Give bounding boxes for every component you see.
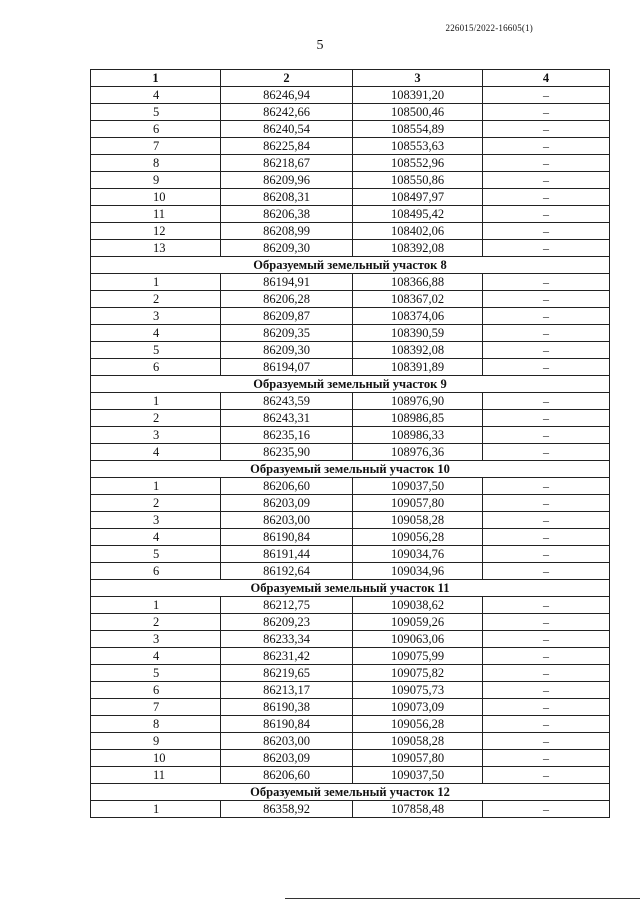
x-coordinate-cell: 86233,34	[221, 631, 353, 648]
point-number-cell: 3	[91, 512, 221, 529]
x-coordinate-cell: 86194,91	[221, 274, 353, 291]
table-row	[91, 529, 610, 546]
x-coordinate-cell: 86194,07	[221, 359, 353, 376]
table-row	[91, 801, 610, 818]
point-number-cell: 5	[91, 342, 221, 359]
column-4-cell: –	[483, 138, 610, 155]
x-coordinate-cell: 86190,84	[221, 529, 353, 546]
column-4-cell: –	[483, 614, 610, 631]
table-row	[91, 631, 610, 648]
table-row	[91, 342, 610, 359]
y-coordinate-cell: 108495,42	[353, 206, 483, 223]
x-coordinate-cell: 86206,38	[221, 206, 353, 223]
point-number-cell: 6	[91, 563, 221, 580]
x-coordinate-cell: 86246,94	[221, 87, 353, 104]
table-row	[91, 648, 610, 665]
y-coordinate-cell: 109037,50	[353, 478, 483, 495]
point-number-cell: 4	[91, 325, 221, 342]
y-coordinate-cell: 109075,73	[353, 682, 483, 699]
point-number-cell: 9	[91, 172, 221, 189]
x-coordinate-cell: 86209,87	[221, 308, 353, 325]
point-number-cell: 11	[91, 206, 221, 223]
table-row	[91, 138, 610, 155]
column-4-cell: –	[483, 665, 610, 682]
point-number-cell: 1	[91, 801, 221, 818]
x-coordinate-cell: 86206,28	[221, 291, 353, 308]
y-coordinate-cell: 108391,89	[353, 359, 483, 376]
y-coordinate-cell: 109075,82	[353, 665, 483, 682]
section-heading: Образуемый земельный участок 12	[91, 784, 610, 801]
column-4-cell: –	[483, 495, 610, 512]
section-heading-row	[91, 784, 610, 801]
table-row	[91, 104, 610, 121]
y-coordinate-cell: 108402,06	[353, 223, 483, 240]
table-row	[91, 325, 610, 342]
point-number-cell: 4	[91, 648, 221, 665]
point-number-cell: 1	[91, 393, 221, 410]
column-4-cell: –	[483, 682, 610, 699]
x-coordinate-cell: 86203,09	[221, 495, 353, 512]
y-coordinate-cell: 108552,96	[353, 155, 483, 172]
point-number-cell: 3	[91, 308, 221, 325]
x-coordinate-cell: 86191,44	[221, 546, 353, 563]
table-row	[91, 478, 610, 495]
y-coordinate-cell: 109034,96	[353, 563, 483, 580]
column-4-cell: –	[483, 240, 610, 257]
y-coordinate-cell: 108986,85	[353, 410, 483, 427]
y-coordinate-cell: 108986,33	[353, 427, 483, 444]
point-number-cell: 6	[91, 359, 221, 376]
x-coordinate-cell: 86243,31	[221, 410, 353, 427]
point-number-cell: 11	[91, 767, 221, 784]
x-coordinate-cell: 86235,16	[221, 427, 353, 444]
y-coordinate-cell: 109056,28	[353, 529, 483, 546]
y-coordinate-cell: 108500,46	[353, 104, 483, 121]
y-coordinate-cell: 109075,99	[353, 648, 483, 665]
point-number-cell: 3	[91, 631, 221, 648]
column-4-cell: –	[483, 427, 610, 444]
y-coordinate-cell: 108554,89	[353, 121, 483, 138]
y-coordinate-cell: 108392,08	[353, 240, 483, 257]
point-number-cell: 5	[91, 104, 221, 121]
x-coordinate-cell: 86231,42	[221, 648, 353, 665]
table-header-row	[91, 70, 610, 87]
column-4-cell: –	[483, 529, 610, 546]
column-4-cell: –	[483, 699, 610, 716]
y-coordinate-cell: 109058,28	[353, 512, 483, 529]
x-coordinate-cell: 86209,96	[221, 172, 353, 189]
y-coordinate-cell: 108391,20	[353, 87, 483, 104]
section-heading: Образуемый земельный участок 8	[91, 257, 610, 274]
column-4-cell: –	[483, 393, 610, 410]
x-coordinate-cell: 86242,66	[221, 104, 353, 121]
column-4-cell: –	[483, 512, 610, 529]
column-4-cell: –	[483, 546, 610, 563]
column-4-cell: –	[483, 801, 610, 818]
x-coordinate-cell: 86192,64	[221, 563, 353, 580]
y-coordinate-cell: 108976,36	[353, 444, 483, 461]
table-row	[91, 393, 610, 410]
column-4-cell: –	[483, 104, 610, 121]
column-4-cell: –	[483, 172, 610, 189]
column-4-cell: –	[483, 750, 610, 767]
table-row	[91, 512, 610, 529]
x-coordinate-cell: 86209,23	[221, 614, 353, 631]
point-number-cell: 8	[91, 716, 221, 733]
table-body	[91, 87, 610, 818]
y-coordinate-cell: 108550,86	[353, 172, 483, 189]
y-coordinate-cell: 107858,48	[353, 801, 483, 818]
point-number-cell: 5	[91, 546, 221, 563]
column-4-cell: –	[483, 648, 610, 665]
y-coordinate-cell: 108553,63	[353, 138, 483, 155]
column-4-cell: –	[483, 597, 610, 614]
section-heading-row	[91, 580, 610, 597]
point-number-cell: 1	[91, 274, 221, 291]
column-4-cell: –	[483, 121, 610, 138]
table-row	[91, 546, 610, 563]
column-4-cell: –	[483, 155, 610, 172]
table-row	[91, 206, 610, 223]
column-4-cell: –	[483, 563, 610, 580]
table-row	[91, 614, 610, 631]
column-header-4: 4	[483, 70, 610, 87]
page-number: 5	[316, 38, 324, 53]
table-row	[91, 121, 610, 138]
table-row	[91, 87, 610, 104]
x-coordinate-cell: 86206,60	[221, 478, 353, 495]
point-number-cell: 3	[91, 427, 221, 444]
y-coordinate-cell: 108366,88	[353, 274, 483, 291]
table-row	[91, 240, 610, 257]
column-header-1: 1	[91, 70, 221, 87]
x-coordinate-cell: 86213,17	[221, 682, 353, 699]
y-coordinate-cell: 109056,28	[353, 716, 483, 733]
y-coordinate-cell: 108374,06	[353, 308, 483, 325]
column-4-cell: –	[483, 716, 610, 733]
table-row	[91, 733, 610, 750]
point-number-cell: 10	[91, 750, 221, 767]
y-coordinate-cell: 109057,80	[353, 495, 483, 512]
x-coordinate-cell: 86208,31	[221, 189, 353, 206]
footer-divider	[285, 898, 640, 899]
x-coordinate-cell: 86209,30	[221, 240, 353, 257]
y-coordinate-cell: 108497,97	[353, 189, 483, 206]
x-coordinate-cell: 86209,35	[221, 325, 353, 342]
x-coordinate-cell: 86219,65	[221, 665, 353, 682]
point-number-cell: 12	[91, 223, 221, 240]
column-4-cell: –	[483, 308, 610, 325]
column-4-cell: –	[483, 223, 610, 240]
x-coordinate-cell: 86190,84	[221, 716, 353, 733]
section-heading: Образуемый земельный участок 9	[91, 376, 610, 393]
column-4-cell: –	[483, 478, 610, 495]
x-coordinate-cell: 86206,60	[221, 767, 353, 784]
section-heading-row	[91, 257, 610, 274]
column-header-2: 2	[221, 70, 353, 87]
point-number-cell: 9	[91, 733, 221, 750]
column-4-cell: –	[483, 325, 610, 342]
column-4-cell: –	[483, 631, 610, 648]
column-4-cell: –	[483, 87, 610, 104]
x-coordinate-cell: 86358,92	[221, 801, 353, 818]
column-4-cell: –	[483, 767, 610, 784]
table-header	[91, 70, 610, 87]
y-coordinate-cell: 109038,62	[353, 597, 483, 614]
y-coordinate-cell: 109063,06	[353, 631, 483, 648]
column-4-cell: –	[483, 444, 610, 461]
section-heading-row	[91, 376, 610, 393]
y-coordinate-cell: 109058,28	[353, 733, 483, 750]
column-4-cell: –	[483, 359, 610, 376]
x-coordinate-cell: 86235,90	[221, 444, 353, 461]
point-number-cell: 2	[91, 410, 221, 427]
y-coordinate-cell: 108367,02	[353, 291, 483, 308]
y-coordinate-cell: 109073,09	[353, 699, 483, 716]
y-coordinate-cell: 109037,50	[353, 767, 483, 784]
document-id: 226015/2022-16605(1)	[445, 23, 533, 33]
table-row	[91, 682, 610, 699]
table-row	[91, 155, 610, 172]
point-number-cell: 1	[91, 478, 221, 495]
table-row	[91, 410, 610, 427]
x-coordinate-cell: 86212,75	[221, 597, 353, 614]
x-coordinate-cell: 86203,00	[221, 733, 353, 750]
table-row	[91, 308, 610, 325]
x-coordinate-cell: 86208,99	[221, 223, 353, 240]
column-4-cell: –	[483, 342, 610, 359]
x-coordinate-cell: 86240,54	[221, 121, 353, 138]
column-4-cell: –	[483, 291, 610, 308]
point-number-cell: 4	[91, 87, 221, 104]
column-4-cell: –	[483, 274, 610, 291]
x-coordinate-cell: 86203,00	[221, 512, 353, 529]
column-header-3: 3	[353, 70, 483, 87]
y-coordinate-cell: 109057,80	[353, 750, 483, 767]
point-number-cell: 7	[91, 699, 221, 716]
point-number-cell: 13	[91, 240, 221, 257]
point-number-cell: 2	[91, 291, 221, 308]
column-4-cell: –	[483, 206, 610, 223]
point-number-cell: 6	[91, 121, 221, 138]
column-4-cell: –	[483, 189, 610, 206]
table-row	[91, 563, 610, 580]
y-coordinate-cell: 109034,76	[353, 546, 483, 563]
x-coordinate-cell: 86203,09	[221, 750, 353, 767]
table-row	[91, 665, 610, 682]
table-row	[91, 189, 610, 206]
column-4-cell: –	[483, 733, 610, 750]
point-number-cell: 5	[91, 665, 221, 682]
table-row	[91, 444, 610, 461]
section-heading-row	[91, 461, 610, 478]
section-heading: Образуемый земельный участок 10	[91, 461, 610, 478]
point-number-cell: 1	[91, 597, 221, 614]
coordinates-table	[90, 69, 610, 818]
x-coordinate-cell: 86243,59	[221, 393, 353, 410]
y-coordinate-cell: 108390,59	[353, 325, 483, 342]
x-coordinate-cell: 86209,30	[221, 342, 353, 359]
table-row	[91, 274, 610, 291]
table-row	[91, 359, 610, 376]
y-coordinate-cell: 109059,26	[353, 614, 483, 631]
y-coordinate-cell: 108392,08	[353, 342, 483, 359]
x-coordinate-cell: 86190,38	[221, 699, 353, 716]
point-number-cell: 10	[91, 189, 221, 206]
table-row	[91, 223, 610, 240]
point-number-cell: 7	[91, 138, 221, 155]
section-heading: Образуемый земельный участок 11	[91, 580, 610, 597]
table-row	[91, 427, 610, 444]
point-number-cell: 6	[91, 682, 221, 699]
table-row	[91, 597, 610, 614]
table-row	[91, 716, 610, 733]
column-4-cell: –	[483, 410, 610, 427]
y-coordinate-cell: 108976,90	[353, 393, 483, 410]
table-row	[91, 495, 610, 512]
table-row	[91, 767, 610, 784]
point-number-cell: 4	[91, 444, 221, 461]
point-number-cell: 2	[91, 495, 221, 512]
point-number-cell: 4	[91, 529, 221, 546]
table-row	[91, 750, 610, 767]
point-number-cell: 8	[91, 155, 221, 172]
table-row	[91, 291, 610, 308]
table-row	[91, 699, 610, 716]
x-coordinate-cell: 86218,67	[221, 155, 353, 172]
point-number-cell: 2	[91, 614, 221, 631]
x-coordinate-cell: 86225,84	[221, 138, 353, 155]
table-row	[91, 172, 610, 189]
